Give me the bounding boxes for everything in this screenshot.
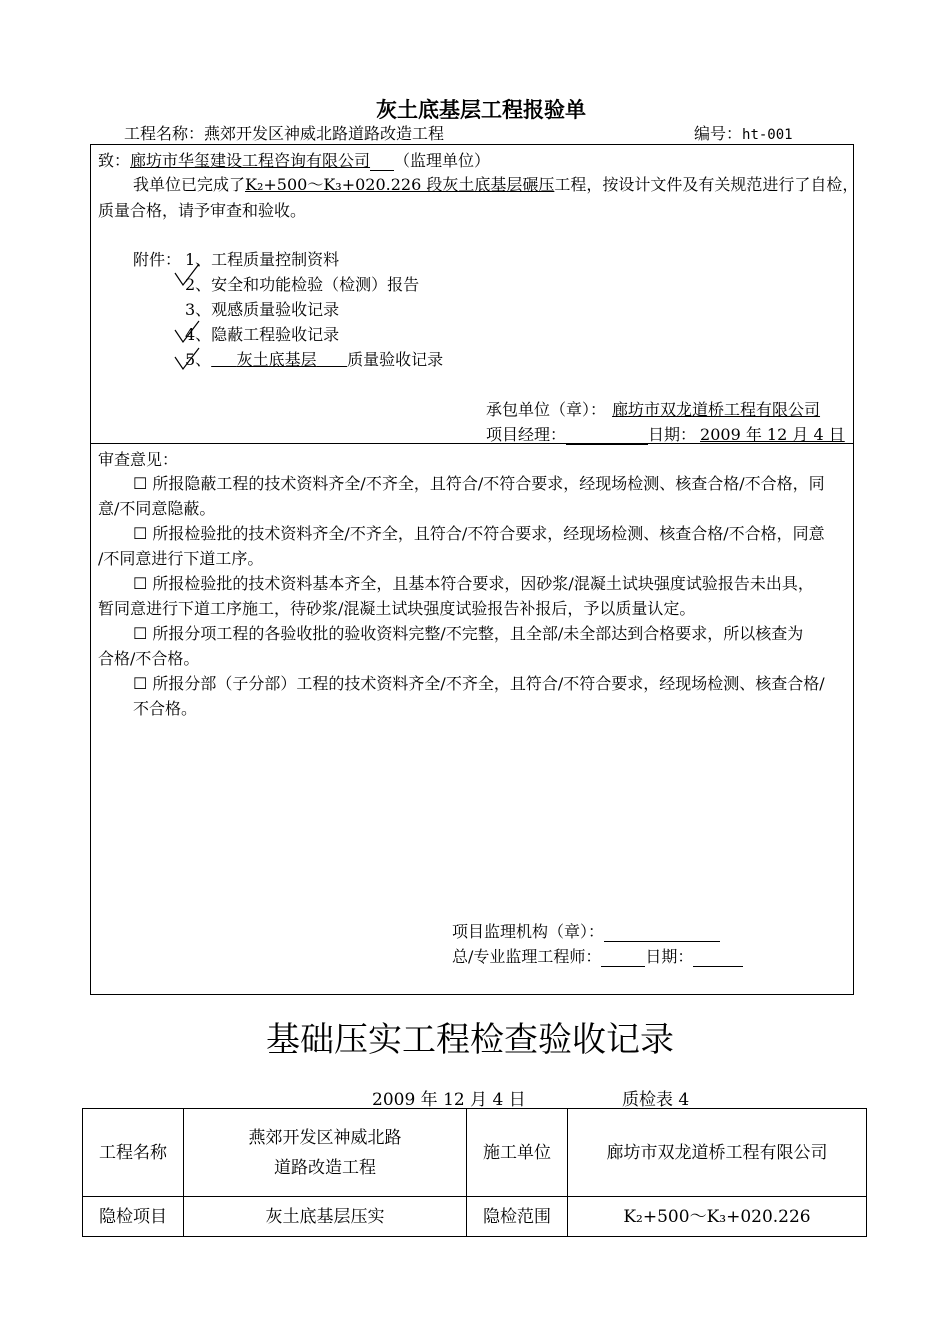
table-row (83, 1109, 867, 1197)
serial-number-line (694, 121, 793, 144)
engineer-label: 总/专业监理工程师： (452, 947, 602, 966)
completion-suffix: 工程，按设计文件及有关规范进行了自检， (554, 175, 859, 194)
checkmark-icon-5 (174, 347, 200, 371)
opinion-line: 不合格。 (133, 699, 198, 718)
contractor-label: 承包单位（章）： (486, 400, 607, 419)
checkmark-icon-2 (174, 263, 200, 287)
opinion-line: ☐ 所报分部（子分部）工程的技术资料齐全/不齐全，且符合/不符合要求，经现场检测、核查合格/ (133, 674, 825, 693)
table-row (83, 1197, 867, 1237)
attachment-item-5 (185, 347, 443, 370)
serial-number-value: ht-001 (742, 127, 793, 143)
supervision-unit-suffix: （监理单位） (394, 151, 491, 170)
supervision-org-blank (604, 925, 720, 942)
project-manager-label: 项目经理： (486, 425, 567, 444)
engineer-date-label: 日期： (645, 947, 694, 966)
opinion-line: /不同意进行下道工序。 (98, 549, 264, 568)
opinion-line: ☐ 所报隐蔽工程的技术资料齐全/不齐全，且符合/不符合要求，经现场检测、核查合格/不合格，同 (133, 474, 825, 493)
project-name-label: 工程名称： (124, 124, 205, 143)
opinion-line: ☐ 所报检验批的技术资料基本齐全，且基本符合要求，因砂浆/混凝土试块强度试验报告未出具， (133, 574, 814, 593)
attachment-item-1: 1、工程质量控制资料 (185, 250, 340, 269)
inspection-range-header: 隐检范围 (467, 1197, 568, 1237)
manager-date-line (486, 422, 849, 445)
completion-statement (133, 172, 858, 195)
serial-number-label: 编号： (694, 124, 743, 143)
inspection-range-cell: K₂+500～K₃+020.226 (568, 1197, 867, 1237)
project-manager-blank (566, 428, 648, 445)
date-label: 日期： (648, 425, 697, 444)
attachment-item-5-suffix: 质量验收记录 (347, 350, 444, 369)
form2-date: 2009 年 12 月 4 日 (372, 1090, 526, 1110)
completion-statement-line2: 质量合格，请予审查和验收。 (98, 201, 307, 220)
project-name-cell-line1: 燕郊开发区神威北路 (248, 1127, 402, 1148)
review-opinion-label: 审查意见： (98, 450, 179, 469)
inspection-item-header: 隐检项目 (83, 1197, 184, 1237)
project-name-value: 燕郊开发区神威北路道路改造工程 (204, 124, 445, 143)
project-name-header: 工程名称 (83, 1109, 184, 1197)
supervision-unit: 廊坊市华玺建设工程咨询有限公司 (130, 151, 371, 170)
checkmark-icon-4 (174, 320, 200, 344)
contractor-line (486, 397, 826, 420)
opinion-line: ☐ 所报分项工程的各验收批的验收资料完整/不完整，且全部/未全部达到合格要求，所以核查为 (133, 624, 804, 643)
contractor-value: 廊坊市双龙道桥工程有限公司 (612, 400, 821, 419)
form2-title: 基础压实工程检查验收记录 (266, 1020, 674, 1060)
inspection-item-cell: 灰土底基层压实 (184, 1197, 467, 1237)
form1-title: 灰土底基层工程报验单 (376, 98, 586, 122)
engineer-blank (601, 950, 645, 967)
attachments-label: 附件： (133, 250, 182, 269)
date-value: 2009 年 12 月 4 日 (700, 425, 845, 444)
engineer-date-blank (693, 950, 743, 967)
attachment-item-5-number: 5、 (185, 350, 212, 369)
addressee-label: 致： (98, 151, 131, 170)
opinion-line: ☐ 所报检验批的技术资料齐全/不齐全，且符合/不符合要求，经现场检测、核查合格/不合格，同意 (133, 524, 825, 543)
engineer-line (452, 944, 743, 967)
inspection-table (82, 1108, 867, 1237)
contractor-header: 施工单位 (467, 1109, 568, 1197)
opinion-line: 意/不同意隐蔽。 (98, 499, 216, 518)
form2-table-number: 质检表 4 (622, 1090, 690, 1110)
addressee-line (98, 148, 490, 171)
attachment-item-5-subject: 灰土底基层 (236, 350, 317, 369)
project-name-cell-line2: 道路改造工程 (274, 1157, 376, 1178)
supervision-org-label: 项目监理机构（章）： (452, 922, 605, 941)
opinion-line: 暂同意进行下道工序施工，待砂浆/混凝土试块强度试验报告补报后，予以质量认定。 (98, 599, 696, 618)
project-name-line (124, 121, 444, 144)
contractor-cell: 廊坊市双龙道桥工程有限公司 (568, 1109, 867, 1197)
attachment-item-3: 3、观感质量验收记录 (185, 300, 340, 319)
opinion-line: 合格/不合格。 (98, 649, 200, 668)
completion-prefix: 我单位已完成了 (133, 175, 246, 194)
attachment-item-2: 2、安全和功能检验（检测）报告 (185, 275, 420, 294)
attachment-item-4: 4、隐蔽工程验收记录 (185, 325, 340, 344)
project-name-cell (184, 1109, 467, 1197)
supervision-org-line (452, 919, 720, 942)
completion-range: K₂+500～K₃+020.226 段灰土底基层碾压 (245, 175, 555, 194)
